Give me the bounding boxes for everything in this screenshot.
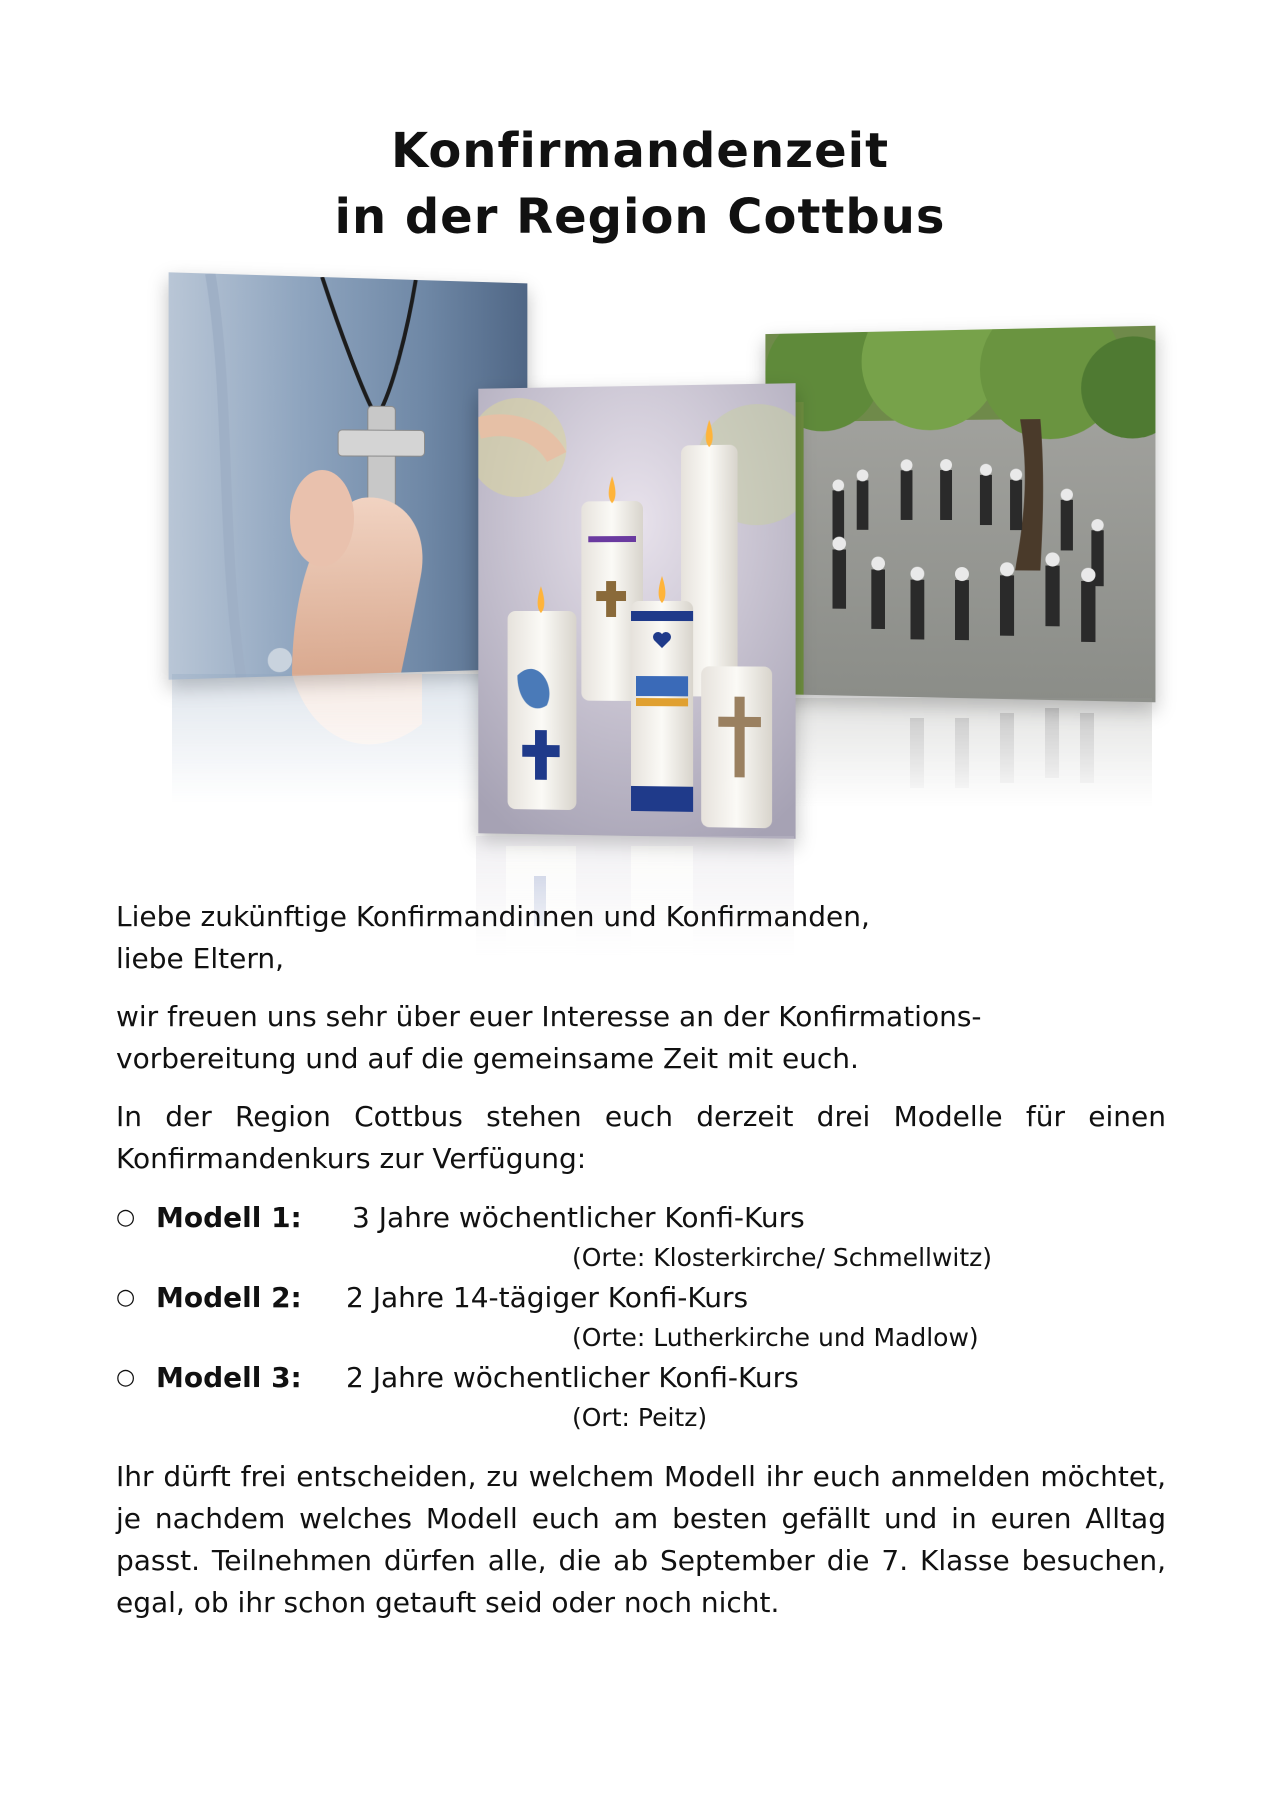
title-line-1: Konfirmandenzeit [390,123,890,179]
page-title [0,118,1280,250]
youth-group-circle-photo-reflection [760,698,1152,808]
model-name: Modell 1: [156,1201,302,1234]
models-intro-paragraph [116,1096,1166,1180]
youth-group-circle-photo [765,326,1155,703]
models-intro-text: In der Region Cottbus stehen euch derzeit drei Modelle für einen Konfirmandenkurs zur Verfügung: [116,1100,1166,1175]
closing-paragraph-text: Ihr dürft frei entscheiden, zu welchem Modell ihr euch anmelden möchtet, je nachdem welches Modell euch am besten gefällt und in euren Alltag passt. Teilnehmen dürfen alle, die ab September die 7. Klasse besuchen, egal, ob ihr schon getauft seid oder noch nicht. [116,1460,1166,1619]
model-description: 2 Jahre 14-tägiger Konfi-Kurs [346,1281,749,1314]
model-locations: (Ort: Peitz) [572,1403,708,1432]
intro-paragraph-text: wir freuen uns sehr über euer Interesse an der Konfirmations-vorbereitung und auf die gemeinsame Zeit mit euch. [116,1000,982,1075]
model-description: 3 Jahre wöchentlicher Konfi-Kurs [352,1201,805,1234]
greeting-line-1: Liebe zukünftige Konfirmandinnen und Konfirmanden, [116,900,870,933]
bullet-icon: ○ [116,1365,136,1390]
greeting [116,896,1166,980]
model-locations: (Orte: Lutherkirche und Madlow) [572,1323,979,1352]
model-description: 2 Jahre wöchentlicher Konfi-Kurs [346,1361,799,1394]
model-name: Modell 3: [156,1361,302,1394]
model-2 [116,1278,1176,1358]
title-line-2: in der Region Cottbus [334,189,946,245]
bullet-icon: ○ [116,1205,136,1230]
model-3 [116,1358,1176,1438]
closing-paragraph [116,1456,1166,1624]
candles-photo [478,383,795,839]
bullet-icon: ○ [116,1285,136,1310]
model-1 [116,1198,1176,1278]
greeting-line-2: liebe Eltern, [116,942,285,975]
cross-necklace-photo [169,272,528,679]
model-locations: (Orte: Klosterkirche/ Schmellwitz) [572,1243,993,1272]
model-name: Modell 2: [156,1281,302,1314]
intro-paragraph [116,996,1066,1080]
